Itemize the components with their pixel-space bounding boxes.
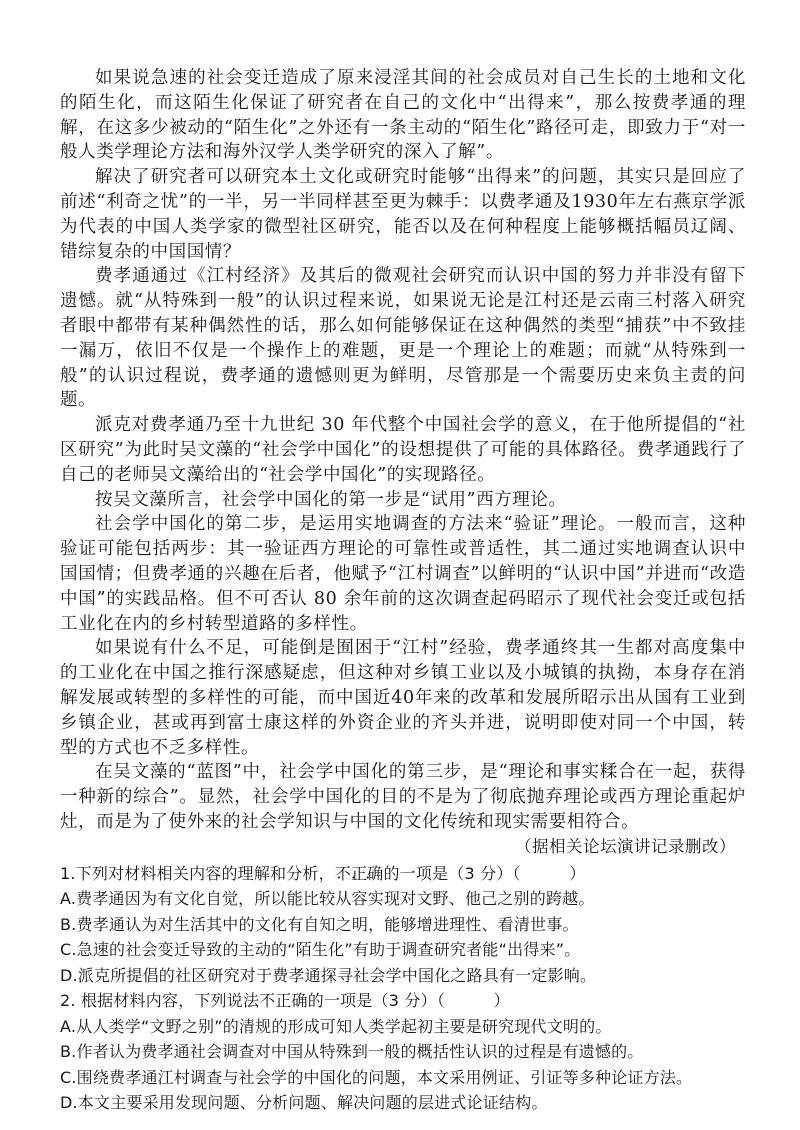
question-2 [60, 988, 746, 1116]
option-a: A.费孝通因为有文化自觉，所以能比较从容实现对文野、他己之别的跨越。 [60, 889, 595, 909]
passage-paragraph: 解决了研究者可以研究本土文化或研究时能够“出得来”的问题，其实只是回应了前述“利奇之忧”的一半，另一半同样甚至更为棘手：以费孝通及1930年左右燕京学派为代表的中国人类学家的微型社区研究，能否以及在何种程度上能够概括幅员辽阔、错综复杂的中国国情？ [60, 167, 746, 262]
source-note: （据相关论坛演讲记录删改） [515, 836, 736, 856]
question-stem-post: 的一项是（3 分）（ ） [383, 863, 586, 883]
passage-paragraph: 派克对费孝通乃至十九世纪 30 年代整个中国社会学的意义，在于他所提倡的“社区研究”为此时吴文藻的“社会学中国化”的设想提供了可能的具体路径。费孝通践行了自己的老师吴文藻给出的“社会学中国化”的实现路径。 [60, 415, 746, 485]
passage-paragraph: 在吴文藻的“蓝图”中，社会学中国化的第三步，是“理论和事实糅合在一起，获得一种新的综合”。显然，社会学中国化的目的不是为了彻底抛弃理论或西方理论重起炉灶，而是为了使外来的社会学知识与中国的文化传统和现实需要相符合。 [60, 762, 746, 832]
question-stem [60, 861, 746, 887]
question-stem: 2. 根据材料内容，下列说法不正确的一项是（3 分）（ ） [60, 991, 510, 1011]
option-b: B.作者认为费孝通社会调查对中国从特殊到一般的概括性认识的过程是有遗憾的。 [60, 1042, 644, 1062]
passage-paragraph: 社会学中国化的第二步，是运用实地调查的方法来“验证”理论。一般而言，这种验证可能包括两步：其一验证西方理论的可靠性或普适性，其二通过实地调查认识中国国情；但费孝通的兴趣在后者，他赋予“江村调查”以鲜明的“认识中国”并进而“改造中国”的实践品格。但不可否认 80 余年前的这次调查起码昭示了现代社会变迁或包括工业化在内的乡村转型道路的多样性。 [60, 514, 746, 634]
passage-paragraph: 按吴文藻所言，社会学中国化的第一步是“试用”西方理论。 [95, 489, 567, 510]
option-d: D.派克所提倡的社区研究对于费孝通探寻社会学中国化之路具有一定影响。 [60, 965, 597, 985]
option-d: D.本文主要采用发现问题、分析问题、解决问题的层进式论证结构。 [60, 1093, 548, 1113]
passage-paragraph: 费孝通通过《江村经济》及其后的微观社会研究而认识中国的努力并非没有留下遗憾。就“从特殊到一般”的认识过程来说，如果说无论是江村还是云南三村落入研究者眼中都带有某种偶然性的话，那么如何能够保证在这种偶然的类型“捕获”中不致挂一漏万，依旧不仅是一个操作上的难题，更是一个理论上的难题；而就“从特殊到一般”的认识过程说，费孝通的遗憾则更为鲜明，尽管那是一个需要历史来负主责的问题。 [60, 266, 746, 411]
reading-passage [60, 66, 746, 859]
option-c: C.急速的社会变迁导致的主动的“陌生化”有助于调查研究者能“出得来”。 [60, 940, 581, 960]
option-c: C.围绕费孝通江村调查与社会学的中国化的问题，本文采用例证、引证等多种论证方法。 [60, 1067, 693, 1087]
question-stem-pre: 1.下列对材料相关内容的理解和分析， [60, 863, 335, 883]
option-b: B.费孝通认为对生活其中的文化有自知之明，能够增进理性、看清世事。 [60, 914, 579, 934]
question-1 [60, 861, 746, 989]
question-stem-emphasis: 不正确 • • • [335, 864, 384, 883]
question-section [60, 861, 746, 1116]
option-a: A.从人类学“文野之别”的清规的形成可知人类学起初主要是研究现代文明的。 [60, 1016, 612, 1036]
passage-paragraph: 如果说有什么不足，可能倒是囿困于“江村”经验，费孝通终其一生都对高度集中的工业化在中国之推行深感疑虑，但这种对乡镇工业以及小城镇的执拗，本身存在消解发展或转型的多样性的可能，而中国近40年来的改革和发展所昭示出从国有工业到乡镇企业，甚或再到富士康这样的外资企业的齐头并进，说明即使对同一个中国，转型的方式也不乏多样性。 [60, 638, 746, 758]
passage-paragraph: 如果说急速的社会变迁造成了原来浸淫其间的社会成员对自己生长的土地和文化的陌生化，而这陌生化保证了研究者在自己的文化中“出得来”，那么按费孝通的理解，在这多少被动的“陌生化”之外还有一条主动的“陌生化”路径可走，即致力于“对一般人类学理论方法和海外汉学人类学研究的深入了解”。 [60, 68, 746, 163]
